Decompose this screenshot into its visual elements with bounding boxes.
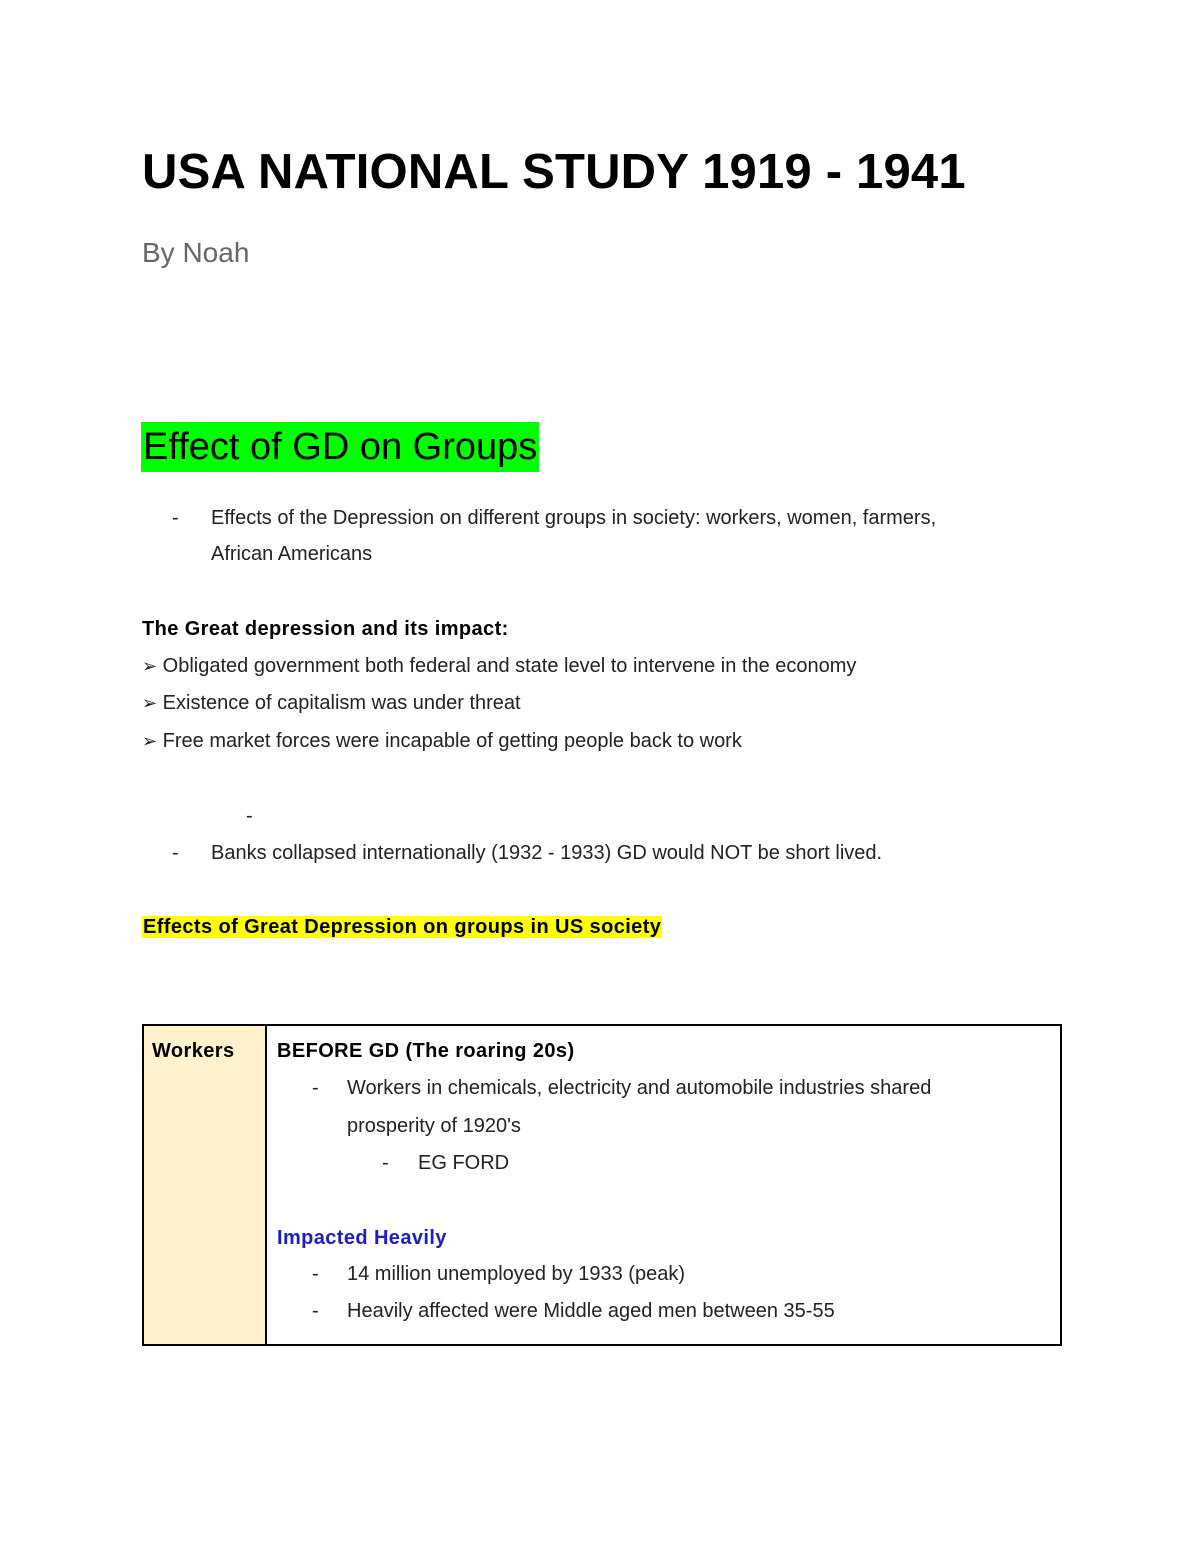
impact-bullet-2: Heavily affected were Middle aged men between 35-55 [347, 1300, 835, 1322]
bullet-text-line1: Effects of the Depression on different groups in society: workers, women, farmers, [211, 507, 937, 529]
bullet-text-line2: African Americans [211, 543, 373, 565]
before-bullet-line1: Workers in chemicals, electricity and automobile industries shared [347, 1077, 932, 1099]
impact-point-3 [142, 727, 742, 756]
groups-table [142, 1024, 1062, 1346]
impact-bullet-dash: - [312, 1300, 319, 1322]
impact-point-text: Obligated government both federal and state level to intervene in the economy [162, 655, 857, 677]
impacted-heavily-heading: Impacted Heavily [277, 1227, 447, 1249]
sub-bullet-example: EG FORD [418, 1152, 510, 1174]
groups-heading-highlight: Effects of Great Depression on groups in US society [143, 916, 662, 938]
before-gd-heading: BEFORE GD (The roaring 20s) [277, 1040, 575, 1062]
before-bullet-dash: - [312, 1077, 319, 1099]
impact-bullet-1: 14 million unemployed by 1933 (peak) [347, 1263, 685, 1285]
impact-point-2 [142, 689, 521, 718]
group-label: Workers [152, 1040, 235, 1062]
banks-bullet-text: Banks collapsed internationally (1932 - 1933) GD would NOT be short lived. [211, 842, 883, 864]
empty-sub-bullet-dash: - [246, 805, 253, 827]
groups-heading [142, 913, 662, 941]
impact-point-1 [142, 652, 856, 681]
arrow-bullet-icon: ➢ [142, 693, 158, 714]
document-title: USA NATIONAL STUDY 1919 - 1941 [142, 145, 966, 199]
impact-point-text: Free market forces were incapable of getting people back to work [162, 730, 742, 752]
table-details-cell [267, 1026, 1060, 1344]
bullet-dash: - [172, 507, 179, 529]
banks-bullet-dash: - [172, 842, 179, 864]
section-heading-effect-of-gd: Effect of GD on Groups [141, 422, 539, 472]
impact-point-text: Existence of capitalism was under threat [162, 692, 521, 714]
author-subtitle: By Noah [142, 237, 250, 268]
table-group-cell [144, 1026, 267, 1344]
before-bullet-line2: prosperity of 1920's [347, 1115, 521, 1137]
arrow-bullet-icon: ➢ [142, 656, 158, 677]
sub-bullet-dash: - [382, 1152, 389, 1174]
arrow-bullet-icon: ➢ [142, 731, 158, 752]
impact-heading: The Great depression and its impact: [142, 618, 509, 640]
impact-bullet-dash: - [312, 1263, 319, 1285]
